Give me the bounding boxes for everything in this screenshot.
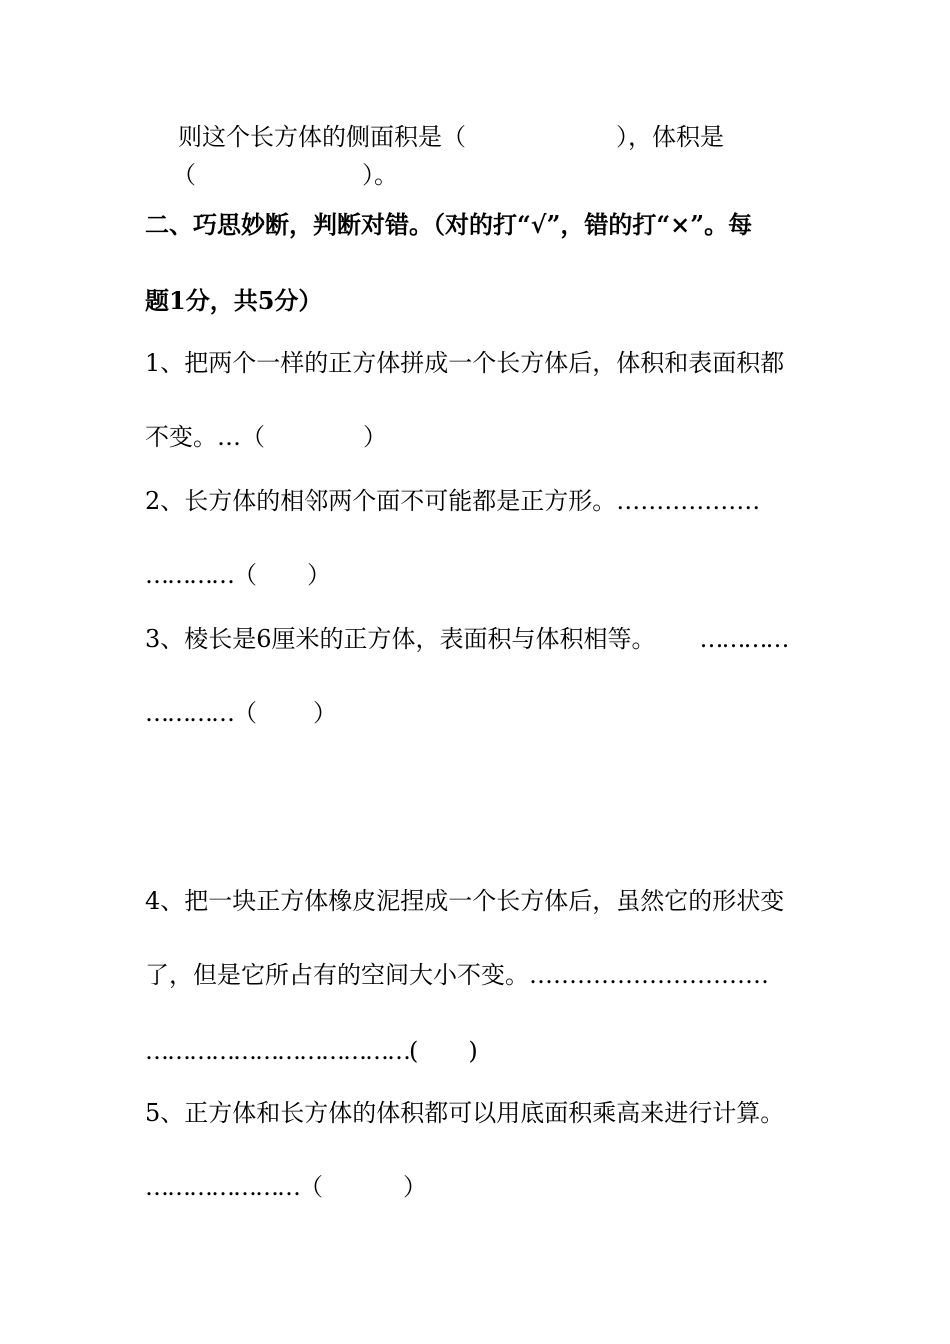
- section-heading-cont: 题1分，共5分）: [145, 286, 323, 315]
- intro-text-2: ），体积是: [616, 123, 724, 151]
- question-text: 不变。…: [145, 423, 241, 451]
- question-3-cont: [145, 696, 337, 730]
- question-2: 2、长方体的相邻两个面不可能都是正方形。………………: [145, 487, 761, 515]
- question-4-cont: 了，但是它所占有的空间大小不变。…………………………: [145, 961, 769, 989]
- intro-text: 则这个长方体的侧面积是（: [178, 123, 466, 151]
- question-1-cont: [145, 420, 387, 454]
- leader-dots: …………………: [145, 1173, 299, 1201]
- open-paren: （: [233, 561, 257, 589]
- leader-dots: …………: [145, 561, 233, 589]
- leader-dots: ………………………………: [145, 1037, 409, 1065]
- leader-dots: …………: [699, 625, 788, 653]
- open-paren: (: [409, 1037, 419, 1065]
- close-paren: ）: [363, 423, 387, 451]
- open-paren: （: [241, 423, 265, 451]
- question-5: 5、正方体和长方体的体积都可以用底面积乘高来进行计算。: [145, 1099, 785, 1127]
- close-paren: ）: [307, 561, 331, 589]
- close-paren: ）。: [362, 161, 398, 189]
- section-heading: 二、巧思妙断，判断对错。（对的打“√”，错的打“×”。每: [145, 210, 753, 239]
- question-4: 4、把一块正方体橡皮泥捏成一个长方体后，虽然它的形状变: [145, 887, 785, 915]
- close-paren: ）: [313, 699, 337, 727]
- open-paren: （: [299, 1173, 323, 1201]
- question-5-cont: [145, 1170, 427, 1204]
- close-paren: ): [468, 1037, 478, 1065]
- question-text: 3、棱长是6厘米的正方体，表面积与体积相等。: [145, 625, 656, 653]
- question-1: 1、把两个一样的正方体拼成一个长方体后，体积和表面积都: [145, 349, 785, 377]
- question-2-cont: [145, 558, 331, 592]
- close-paren: ）: [403, 1173, 427, 1201]
- intro-line-1: [178, 120, 724, 154]
- open-paren: （: [172, 161, 196, 189]
- question-3: [145, 622, 788, 656]
- leader-dots: …………: [145, 699, 233, 727]
- question-4-cont-2: [145, 1034, 478, 1068]
- intro-line-2: [172, 158, 398, 192]
- open-paren: （: [233, 699, 257, 727]
